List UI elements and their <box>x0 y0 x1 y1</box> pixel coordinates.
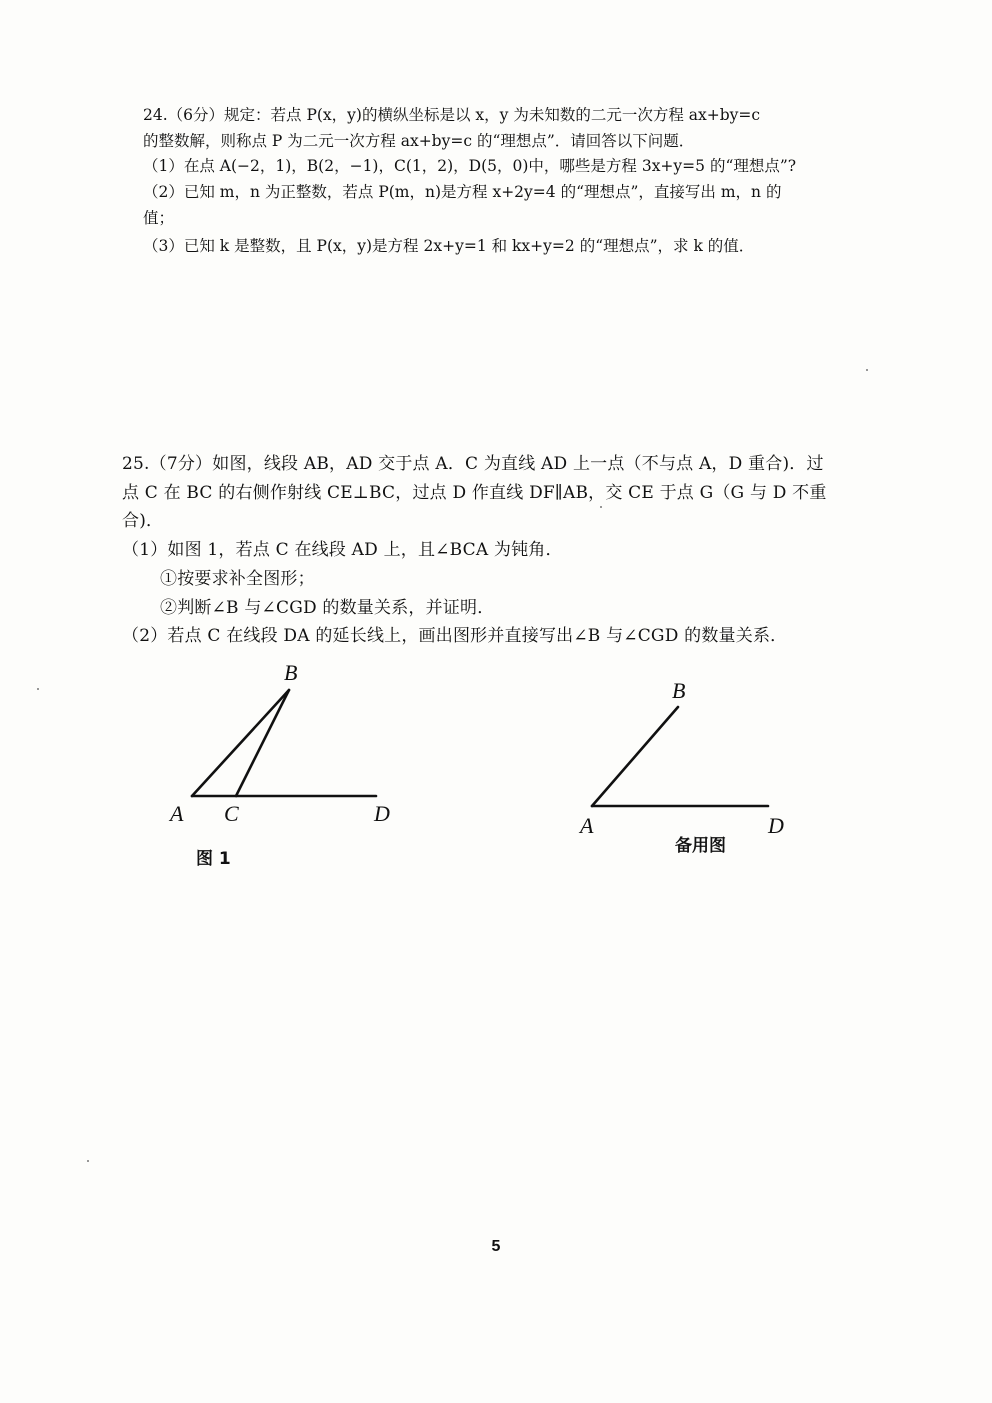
q24-part-3: （3）已知 k 是整数，且 P(x，y)是方程 2x+y=1 和 kx+y=2 的“理想点”，求 k 的值． <box>143 237 755 255</box>
q25-line-3: 合)． <box>122 511 164 531</box>
q24-part-2-line-1: （2）已知 m，n 为正整数，若点 P(m，n)是方程 x+2y=4 的“理想点”，直接写出 m，n 的 <box>143 183 782 201</box>
scan-speck <box>600 506 602 508</box>
figure-2-caption: 备用图 <box>675 836 726 856</box>
figure-1-label-b: B <box>284 660 298 685</box>
figure-1-segment-ab <box>192 690 289 796</box>
figure-2-segment-ab <box>592 707 678 806</box>
figure-2-lines <box>592 707 768 806</box>
figure-1-lines <box>192 690 376 796</box>
scan-speck <box>87 1160 89 1162</box>
q25-line-2: 点 C 在 BC 的右侧作射线 CE⊥BC，过点 D 作直线 DF∥AB，交 CE 于点 G（G 与 D 不重 <box>122 483 827 503</box>
figure-1-segment-cb <box>236 690 289 796</box>
scan-speck <box>37 688 39 690</box>
figure-1-label-d: D <box>374 801 390 826</box>
page-number: 5 <box>491 1238 501 1255</box>
q24-line-1: 24.（6分）规定：若点 P(x，y)的横纵坐标是以 x，y 为未知数的二元一次方程 ax+by=c <box>143 106 761 124</box>
figure-1-caption: 图 1 <box>196 849 231 869</box>
q24-part-1: （1）在点 A(−2，1)，B(2，−1)，C(1，2)，D(5，0)中，哪些是方程 3x+y=5 的“理想点”? <box>143 157 797 175</box>
q24-part-2-line-2: 值； <box>143 209 175 227</box>
q25-part-1: （1）如图 1，若点 C 在线段 AD 上，且∠BCA 为钝角． <box>122 540 563 560</box>
figure-2-label-d: D <box>768 813 784 838</box>
scan-speck <box>866 369 868 371</box>
figure-2-label-a: A <box>580 813 594 838</box>
q24-line-2: 的整数解，则称点 P 为二元一次方程 ax+by=c 的“理想点”．请回答以下问题． <box>143 132 695 150</box>
q25-part-1-sub-1: ①按要求补全图形； <box>160 569 315 589</box>
figure-1-label-a: A <box>170 801 184 826</box>
q25-part-2: （2）若点 C 在线段 DA 的延长线上，画出图形并直接写出∠B 与∠CGD 的数量关系． <box>122 626 788 646</box>
figure-2-label-b: B <box>672 678 686 703</box>
q25-line-1: 25.（7分）如图，线段 AB，AD 交于点 A．C 为直线 AD 上一点（不与点 A，D 重合)．过 <box>122 454 824 474</box>
figure-1-label-c: C <box>224 801 239 826</box>
q25-part-1-sub-2: ②判断∠B 与∠CGD 的数量关系，并证明． <box>160 598 495 618</box>
